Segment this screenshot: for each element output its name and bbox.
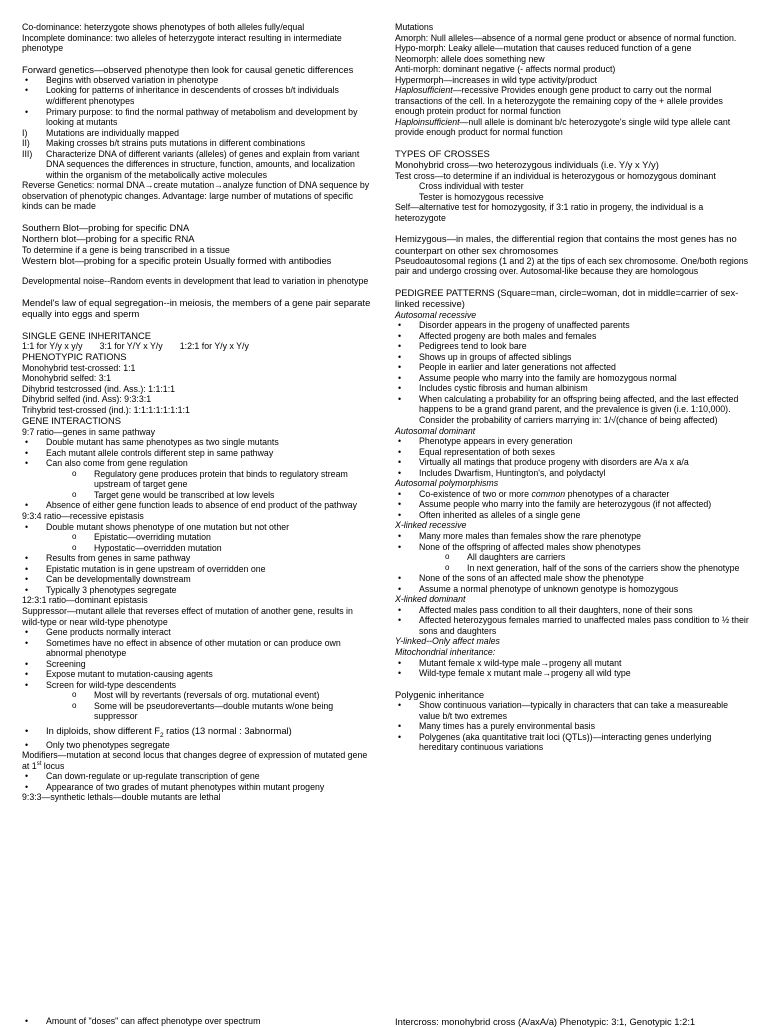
- list-item: • Assume people who marry into the family are heterozygous (if not affected): [395, 499, 750, 510]
- pseudoautosomal-paragraph: Pseudoautosomal regions (1 and 2) at the tips of each sex chromosome. One/both regions pair and undergo crossing over. Autosomal-like because they are homologous: [395, 255, 749, 277]
- autosomal-polymorphisms-heading: Autosomal polymorphisms: [395, 478, 499, 489]
- list-item: o Some will be pseudorevertants—double mutants w/one being suppressor: [22, 701, 372, 722]
- transcribed-line: To determine if a gene is being transcribed in a tissue: [22, 244, 230, 255]
- cross-indent-line: Tester is homozygous recessive: [419, 191, 544, 202]
- mutation-line: Hypermorph—increases in wild type activity/product: [395, 74, 597, 85]
- autosomal-recessive-heading: Autosomal recessive: [395, 309, 477, 320]
- list-item: • When calculating a probability for an offspring being affected, and the last effected happens to be a grand grand parent, and the prevalence is given (i.e. 1:10,000). Consider the probability of carriers marrying in: 1/√(chance of being affected): [395, 394, 750, 426]
- incomplete-dominance-line: Incomplete dominance: two alleles of heterzygote interact resulting in intermediate phenotype: [22, 32, 342, 54]
- list-item: • Polygenes (aka quantitative trait loci (QTLs))—interacting genes underlying hereditary continuous variations: [395, 732, 750, 753]
- list-item: • Can also come from gene regulation: [22, 458, 372, 469]
- ratio-1231-heading: 12:3:1 ratio—dominant epistasis: [22, 595, 148, 606]
- right-footer: Intercross: monohybrid cross (A/axA/a) Phenotypic: 3:1, Genotypic 1:2:1: [395, 1016, 696, 1027]
- autosomal-polymorphisms-list: [395, 489, 750, 521]
- left-footer: [22, 1016, 372, 1027]
- ratio-97-list-2: [22, 500, 372, 511]
- modifiers-paragraph: Modifiers—mutation at second locus that changes degree of expression of mutated gene at 1st locus: [22, 750, 368, 771]
- forward-genetics-heading: Forward genetics—observed phenotype then look for causal genetic differences: [22, 63, 354, 75]
- list-item: • Sometimes have no effect in absence of other mutation or can produce own abnormal phenotype: [22, 638, 372, 659]
- list-item: • Virtually all matings that produce progeny with disorders are A/a x a/a: [395, 457, 750, 468]
- ratio-934-heading: 9:3:4 ratio—recessive epistasis: [22, 511, 144, 522]
- list-item: I) Mutations are individually mapped: [22, 127, 180, 138]
- polygenic-list: [395, 700, 750, 753]
- list-item: • Amount of "doses" can affect phenotype over spectrum: [22, 1016, 372, 1027]
- modifiers-list: [22, 771, 372, 792]
- suppressor-sublist: [22, 690, 372, 722]
- gene-interactions-heading: GENE INTERACTIONS: [22, 415, 121, 427]
- left-column: [22, 22, 372, 803]
- list-item: • Pedigrees tend to look bare: [395, 341, 750, 352]
- y-linked-heading: Y-linked--Only affect males: [395, 636, 500, 647]
- single-gene-heading: SINGLE GENE INHERITANCE: [22, 329, 152, 341]
- single-gene-ratios: 1:1 for Y/y x y/y 3:1 for Y/Y x Y/y 1:2:1 for Y/y x Y/y: [22, 340, 249, 351]
- list-item: • Double mutant shows phenotype of one mutation but not other: [22, 522, 372, 533]
- list-item: o All daughters are carriers: [395, 552, 750, 563]
- autosomal-recessive-list: [395, 320, 750, 425]
- pedigree-heading: PEDIGREE PATTERNS (Square=man, circle=woman, dot in middle=carrier of sex-linked recessive): [395, 286, 739, 310]
- list-item: o Hypostatic—overridden mutation: [22, 543, 372, 554]
- southern-blot-line: Southern Blot—probing for specific DNA: [22, 222, 190, 234]
- suppressor-paragraph: Suppressor—mutant allele that reverses effect of mutation of another gene, results in wild-type or near wild-type phenotype: [22, 605, 353, 627]
- list-item: • Looking for patterns of inheritance in descendents of crosses b/t individuals w/different phenotypes: [22, 85, 372, 106]
- list-item: o Target gene would be transcribed at low levels: [22, 490, 372, 501]
- forward-genetics-list: [22, 75, 372, 128]
- list-item: • Each mutant allele controls different step in same pathway: [22, 448, 372, 459]
- list-item: • Assume a normal phenotype of unknown genotype is homozygous: [395, 584, 750, 595]
- list-item: • Results from genes in same pathway: [22, 553, 372, 564]
- codominance-line: Co-dominance: heterzygote shows phenotypes of both alleles fully/equal: [22, 22, 305, 32]
- autosomal-dominant-list: [395, 436, 750, 478]
- x-linked-dominant-list: [395, 605, 750, 637]
- ratio-97-list: [22, 437, 372, 469]
- roman-list: [22, 128, 372, 181]
- list-item: • Primary purpose: to find the normal pathway of metabolism and development by looking at mutants: [22, 107, 372, 128]
- haplosufficient-paragraph: Haplosufficient—recessive Provides enough gene product to carry out the normal transactions of the cell. In a heterozygote the remaining copy of the + allele provides enough protein product for normal function: [395, 85, 723, 117]
- list-item: • People in earlier and later generations not affected: [395, 362, 750, 373]
- list-item: • Affected progeny are both males and females: [395, 331, 750, 342]
- list-item: • Expose mutant to mutation-causing agents: [22, 669, 372, 680]
- list-item: • Screen for wild-type descendents: [22, 680, 372, 691]
- x-linked-recessive-heading: X-linked recessive: [395, 520, 467, 531]
- x-linked-dominant-heading: X-linked dominant: [395, 594, 466, 605]
- list-item: • Show continuous variation—typically in characters that can take a measureable value b/t two extremes: [395, 700, 750, 721]
- list-item: • Shows up in groups of affected siblings: [395, 352, 750, 363]
- list-item: • Epistatic mutation is in gene upstream of overridden one: [22, 564, 372, 575]
- self-line: Self—alternative test for homozygosity, if 3:1 ratio in progeny, the individual is a heterozygote: [395, 202, 704, 223]
- list-item: III) Characterize DNA of different variants (alleles) of genes and explain from variant DNA sequences the differences in structure, function, amounts, and localization within the organism of the metabolically active molecules: [22, 148, 360, 180]
- polygenic-heading: Polygenic inheritance: [395, 688, 485, 700]
- list-item: • Gene products normally interact: [22, 627, 372, 638]
- mitochondrial-heading: Mitochondrial inheritance:: [395, 647, 496, 658]
- list-item: o Regulatory gene produces protein that binds to regulatory stream upstream of target gene: [22, 469, 372, 490]
- mutation-line: Neomorph: allele does something new: [395, 53, 545, 64]
- list-item: • Only two phenotypes segregate: [22, 740, 372, 751]
- western-blot-line: Western blot—probing for a specific protein Usually formed with antibodies: [22, 255, 332, 267]
- list-item: o In next generation, half of the sons of the carriers show the phenotype: [395, 563, 750, 574]
- list-item: • Includes Dwarfism, Huntington's, and polydactyl: [395, 468, 750, 479]
- list-item: • None of the offspring of affected males show phenotypes: [395, 542, 750, 553]
- list-item: • Appearance of two grades of mutant phenotypes within mutant progeny: [22, 782, 372, 793]
- list-item: • Equal representation of both sexes: [395, 447, 750, 458]
- autosomal-dominant-heading: Autosomal dominant: [395, 425, 476, 436]
- right-column: [395, 22, 750, 753]
- ratio-933-heading: 9:3:3—synthetic lethals—double mutants are lethal: [22, 792, 221, 803]
- ratio-line: Monohybrid test-crossed: 1:1: [22, 362, 136, 373]
- list-item: • Assume people who marry into the family are homozygous normal: [395, 373, 750, 384]
- list-item: • Disorder appears in the progeny of unaffected parents: [395, 320, 750, 331]
- ratio-934-list: [22, 522, 372, 533]
- list-item: • None of the sons of an affected male show the phenotype: [395, 573, 750, 584]
- list-item: • Typically 3 phenotypes segregate: [22, 585, 372, 596]
- cross-line: Test cross—to determine if an individual is heterozygous or homozygous dominant: [395, 170, 716, 181]
- list-item: • Many times has a purely environmental basis: [395, 721, 750, 732]
- cross-indent-line: Cross individual with tester: [419, 181, 524, 192]
- list-item: • Often inherited as alleles of a single gene: [395, 510, 750, 521]
- phenotypic-ratios-heading: PHENOTYPIC RATIONS: [22, 351, 127, 363]
- ratio-line: Monohybrid selfed: 3:1: [22, 373, 111, 384]
- list-item: II) Making crosses b/t strains puts mutations in different combinations: [22, 138, 305, 149]
- reverse-genetics-paragraph: Reverse Genetics: normal DNA→create mutation→analyze function of DNA sequence by observation of phenotypic changes. Advantage: large number of mutations of specific kinds can be made: [22, 180, 370, 212]
- list-item: • Can be developmentally downstream: [22, 574, 372, 585]
- x-linked-recessive-sublist: [395, 552, 750, 573]
- list-item: • Double mutant has same phenotypes as two single mutants: [22, 437, 372, 448]
- ratio-934-sublist: [22, 532, 372, 553]
- ratio-line: Trihybrid test-crossed (ind.): 1:1:1:1:1:1:1:1: [22, 404, 190, 415]
- x-linked-recessive-list-2: [395, 573, 750, 594]
- hemizygous-paragraph: Hemizygous—in males, the differential region that contains the most genes has no counterpart on other sex chromosomes: [395, 233, 737, 256]
- list-item: • Absence of either gene function leads to absence of end product of the pathway: [22, 500, 372, 511]
- mutation-line: Anti-morph: dominant negative (- affects normal product): [395, 64, 616, 75]
- mutations-heading: Mutations: [395, 22, 434, 32]
- mendel-law-paragraph: Mendel's law of equal segregation--in meiosis, the members of a gene pair separate equally into eggs and sperm: [22, 296, 371, 320]
- mitochondrial-list: [395, 658, 750, 679]
- ratio-97-sublist: [22, 469, 372, 501]
- cross-line: Monohybrid cross—two heterozygous individuals (i.e. Y/y x Y/y): [395, 159, 659, 171]
- ratio-97-heading: 9:7 ratio—genes in same pathway: [22, 426, 156, 437]
- types-of-crosses-heading: TYPES OF CROSSES: [395, 148, 490, 160]
- list-item: • Affected heterozygous females married to unaffected males pass condition to ½ their sons and daughters: [395, 615, 750, 636]
- list-item: o Epistatic—overriding mutation: [22, 532, 372, 543]
- list-item: • Phenotype appears in every generation: [395, 436, 750, 447]
- list-item: • Co-existence of two or more common phenotypes of a character: [395, 489, 750, 500]
- list-item: • In diploids, show different $F_2$ ratios (13 normal : 3abnormal): [22, 725, 372, 740]
- list-item: • Affected males pass condition to all their daughters, none of their sons: [395, 605, 750, 616]
- x-linked-recessive-list: [395, 531, 750, 552]
- ratio-934-list-2: [22, 553, 372, 595]
- list-item: • Screening: [22, 659, 372, 670]
- list-item: • Wild-type female x mutant male→progeny all wild type: [395, 668, 750, 679]
- list-item: o Most will by revertants (reversals of org. mutational event): [22, 690, 372, 701]
- diploid-list: [22, 725, 372, 750]
- list-item: • Many more males than females show the rare phenotype: [395, 531, 750, 542]
- northern-blot-line: Northern blot—probing for a specific RNA: [22, 233, 195, 245]
- mutation-line: Hypo-morph: Leaky allele—mutation that causes reduced function of a gene: [395, 43, 692, 54]
- list-item: • Mutant female x wild-type male→progeny all mutant: [395, 658, 750, 669]
- list-item: • Includes cystic fibrosis and human albinism: [395, 383, 750, 394]
- list-item: • Can down-regulate or up-regulate transcription of gene: [22, 771, 372, 782]
- ratio-line: Dihybrid testcrossed (ind. Ass.): 1:1:1:1: [22, 383, 176, 394]
- haploinsufficient-paragraph: Haploinsufficient—null allele is dominant b/c heterozygote's single wild type allele cant provide enough product for normal function: [395, 116, 731, 138]
- suppressor-list: [22, 627, 372, 690]
- list-item: • Begins with observed variation in phenotype: [22, 75, 372, 86]
- mutation-line: Amorph: Null alleles—absence of a normal gene product or absence of normal function.: [395, 32, 737, 43]
- developmental-noise-paragraph: Developmental noise--Random events in development that lead to variation in phenotype: [22, 276, 369, 287]
- ratio-line: Dihybrid selfed (ind. Ass): 9:3:3:1: [22, 394, 152, 405]
